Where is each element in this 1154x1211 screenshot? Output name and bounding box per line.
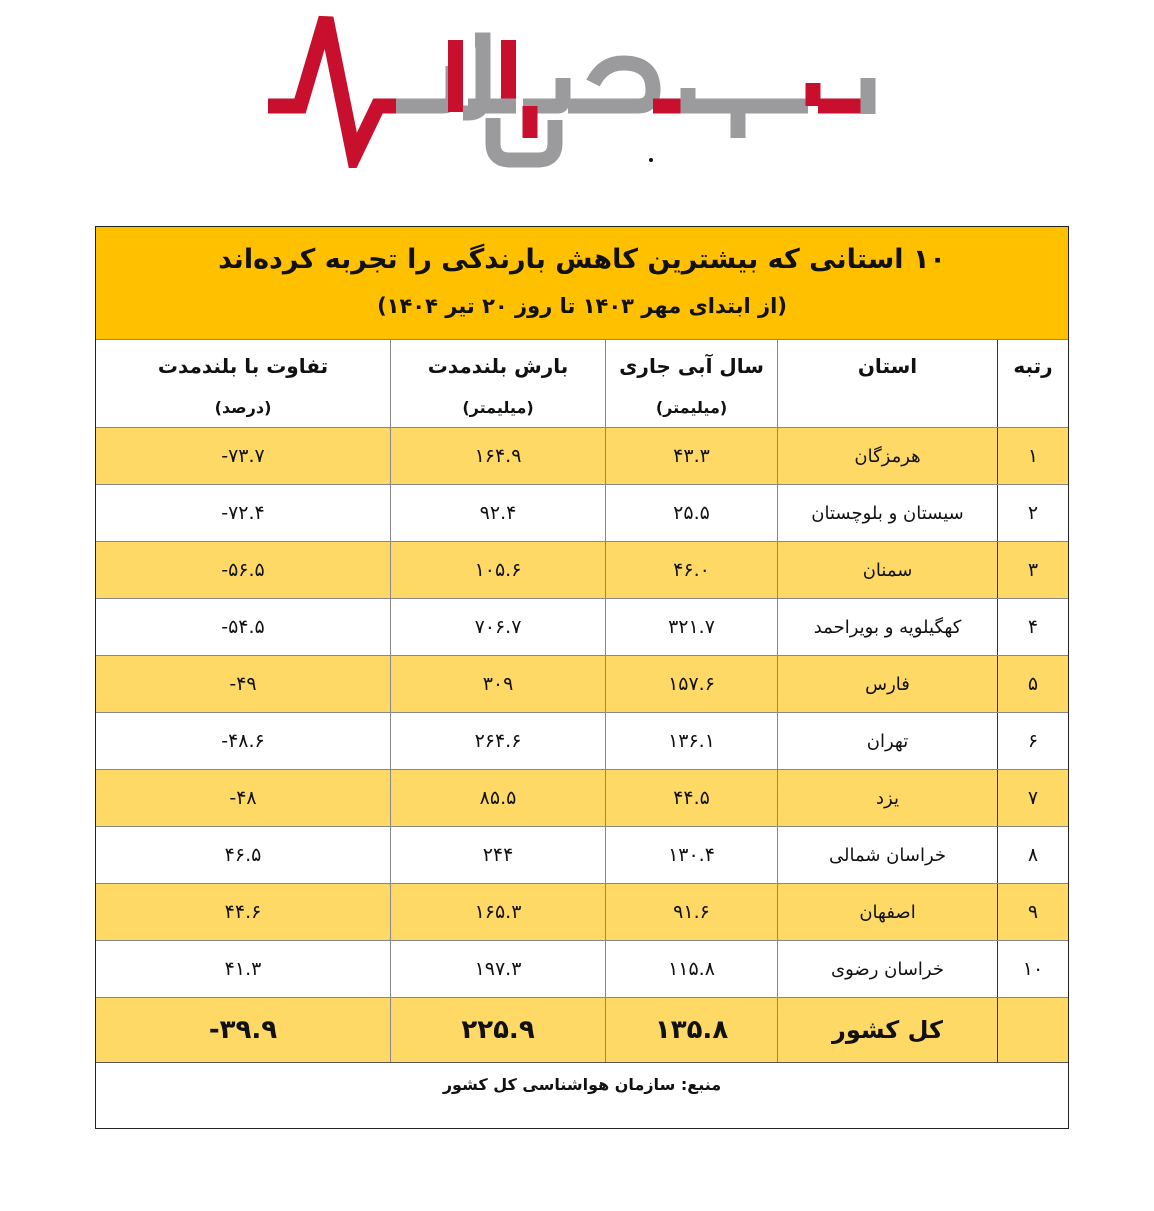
total-row (96, 998, 1068, 1063)
table-row (96, 827, 1068, 884)
rainfall-table (95, 226, 1069, 1129)
province-cell: خراسان شمالی (777, 827, 997, 883)
header-current-year: سال آبی جاری (میلیمتر) (605, 340, 777, 427)
difference-cell: -۴۸ (229, 787, 257, 809)
header-long-term: بارش بلندمدت (میلیمتر) (390, 340, 605, 427)
header-rank: رتبه (997, 340, 1068, 427)
difference-cell: -۴۸.۶ (221, 730, 265, 752)
difference-cell: ۴۶.۵ (224, 844, 262, 866)
province-cell: تهران (777, 713, 997, 769)
long-term-cell: ۱۶۵.۳ (390, 884, 605, 940)
rank-cell: ۶ (997, 713, 1068, 769)
difference-cell: -۷۳.۷ (221, 445, 265, 467)
total-rank-cell (997, 998, 1068, 1062)
province-cell: سیستان و بلوچستان (777, 485, 997, 541)
header-province: استان (777, 340, 997, 427)
long-term-cell: ۱۶۴.۹ (390, 428, 605, 484)
long-term-cell: ۱۰۵.۶ (390, 542, 605, 598)
long-term-cell: ۸۵.۵ (390, 770, 605, 826)
current-year-cell: ۱۳۶.۱ (605, 713, 777, 769)
rank-cell: ۳ (997, 542, 1068, 598)
table-row (96, 542, 1068, 599)
long-term-cell: ۲۴۴ (390, 827, 605, 883)
table-title-block (96, 227, 1068, 340)
table-row (96, 713, 1068, 770)
total-difference: -۳۹.۹ (208, 1015, 278, 1045)
current-year-cell: ۳۲۱.۷ (605, 599, 777, 655)
difference-cell: -۴۹ (229, 673, 257, 695)
rank-cell: ۲ (997, 485, 1068, 541)
table-row (96, 884, 1068, 941)
current-year-cell: ۱۱۵.۸ (605, 941, 777, 997)
nabz-bazar-logo (268, 8, 893, 168)
long-term-cell: ۷۰۶.۷ (390, 599, 605, 655)
difference-cell: -۵۶.۵ (221, 559, 265, 581)
rank-cell: ۴ (997, 599, 1068, 655)
province-cell: خراسان رضوی (777, 941, 997, 997)
table-row (96, 770, 1068, 827)
province-cell: یزد (777, 770, 997, 826)
rank-cell: ۷ (997, 770, 1068, 826)
total-current: ۱۳۵.۸ (605, 998, 777, 1062)
rank-cell: ۹ (997, 884, 1068, 940)
current-year-cell: ۲۵.۵ (605, 485, 777, 541)
table-row (96, 656, 1068, 713)
province-cell: فارس (777, 656, 997, 712)
province-cell: اصفهان (777, 884, 997, 940)
difference-cell: -۵۴.۵ (221, 616, 265, 638)
current-year-cell: ۴۳.۳ (605, 428, 777, 484)
difference-cell: ۴۴.۶ (224, 901, 262, 923)
current-year-cell: ۱۵۷.۶ (605, 656, 777, 712)
long-term-cell: ۱۹۷.۳ (390, 941, 605, 997)
long-term-cell: ۳۰۹ (390, 656, 605, 712)
long-term-cell: ۹۲.۴ (390, 485, 605, 541)
table-row (96, 941, 1068, 998)
table-row (96, 485, 1068, 542)
current-year-cell: ۴۶.۰ (605, 542, 777, 598)
rank-cell: ۵ (997, 656, 1068, 712)
current-year-cell: ۴۴.۵ (605, 770, 777, 826)
total-long-term: ۲۲۵.۹ (390, 998, 605, 1062)
difference-cell: ۴۱.۳ (224, 958, 262, 980)
difference-cell: -۷۲.۴ (221, 502, 265, 524)
current-year-cell: ۱۳۰.۴ (605, 827, 777, 883)
header-difference: تفاوت با بلندمدت (درصد) (157, 354, 329, 417)
province-cell: کهگیلویه و بویراحمد (777, 599, 997, 655)
province-cell: سمنان (777, 542, 997, 598)
table-row (96, 599, 1068, 656)
table-title: ۱۰ استانی که بیشترین کاهش بارندگی را تجربه کرده‌اند (218, 244, 946, 275)
rank-cell: ۱ (997, 428, 1068, 484)
rank-cell: ۱۰ (997, 941, 1068, 997)
table-subtitle: (از ابتدای مهر ۱۴۰۳ تا روز ۲۰ تیر ۱۴۰۴) (377, 294, 787, 318)
province-cell: هرمزگان (777, 428, 997, 484)
source-note: منبع: سازمان هواشناسی کل کشور (442, 1075, 722, 1094)
heartbeat-icon (268, 18, 398, 156)
long-term-cell: ۲۶۴.۶ (390, 713, 605, 769)
total-label: کل کشور (777, 998, 997, 1062)
table-header-row (96, 340, 1068, 428)
rank-cell: ۸ (997, 827, 1068, 883)
current-year-cell: ۹۱.۶ (605, 884, 777, 940)
table-row (96, 428, 1068, 485)
